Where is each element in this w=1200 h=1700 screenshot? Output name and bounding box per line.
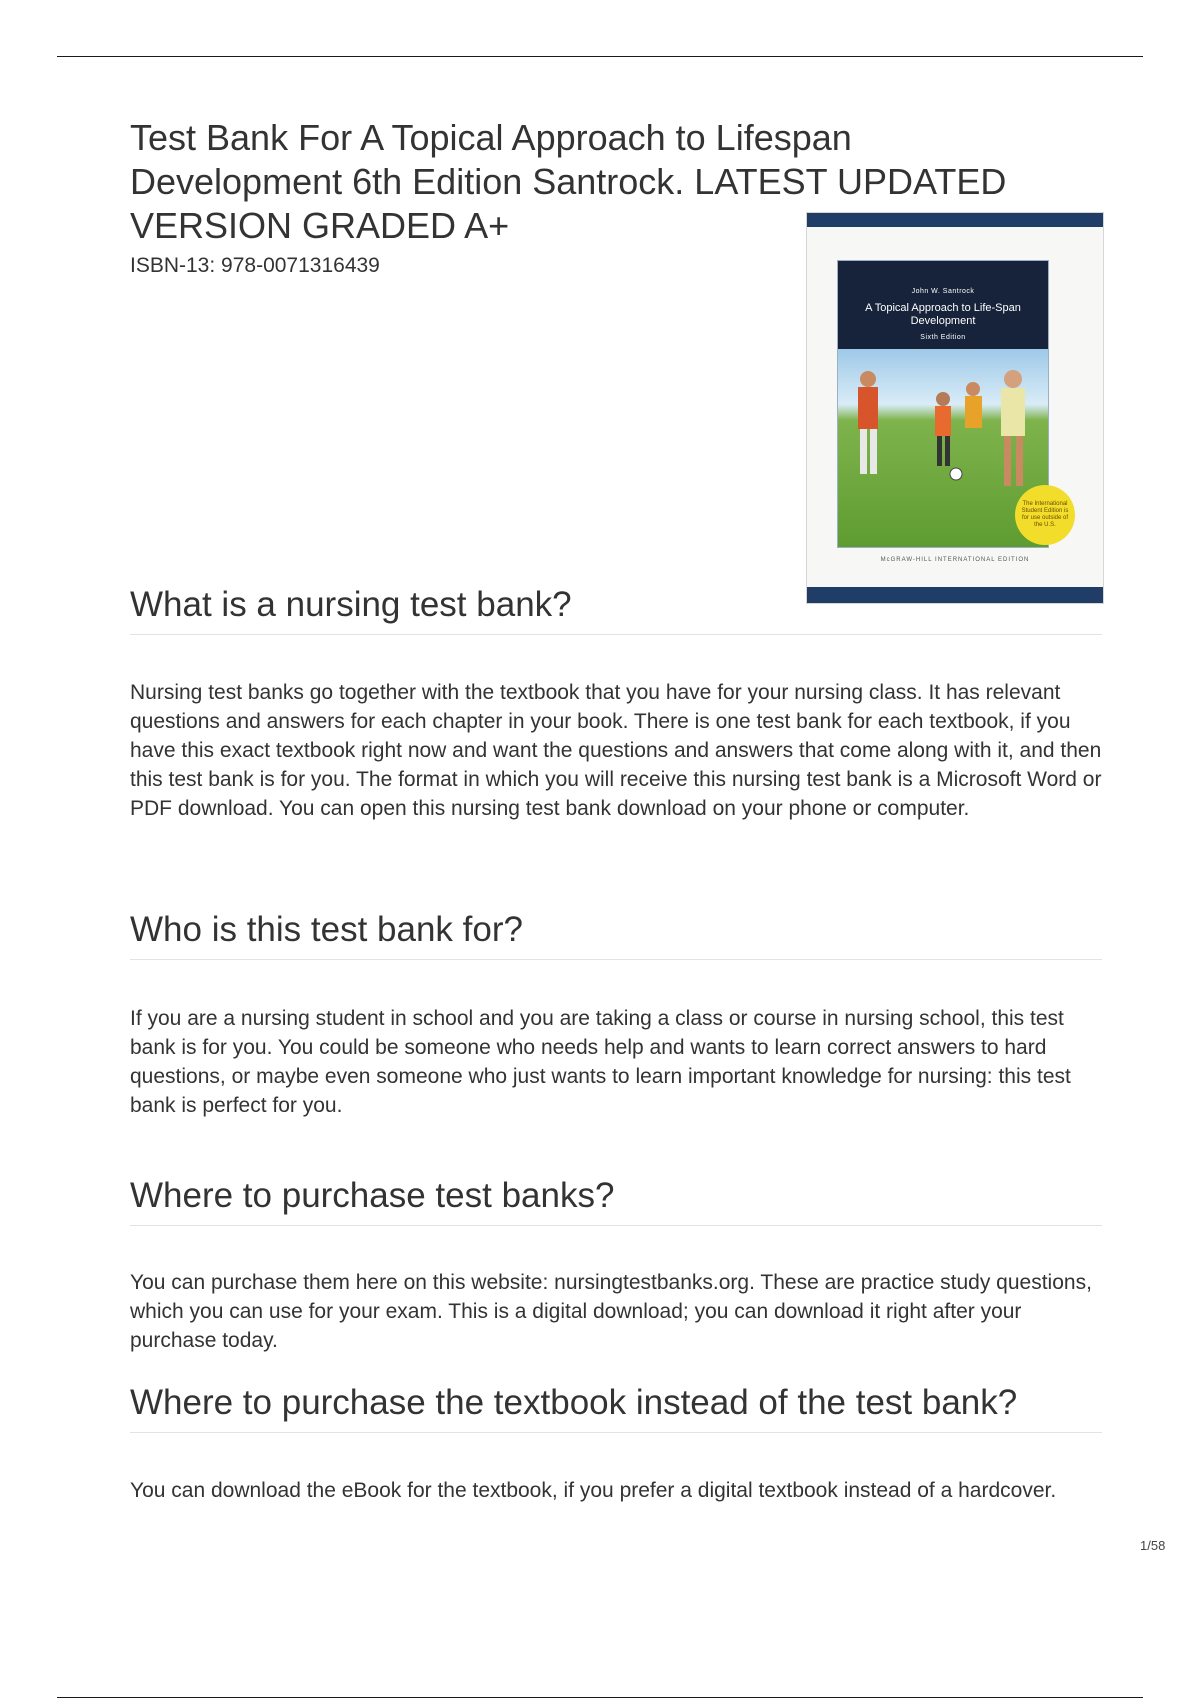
player-figures: [858, 370, 1025, 486]
section-body-what-is: Nursing test banks go together with the textbook that you have for your nursing class. It has relevant questions and answers for each chapter in your book. There is one test bank for each textbook, if you have this exact textbook right now and want the questions and answers that come along with it, and then this test bank is for you. The format in which you will receive this nursing test bank is a Microsoft Word or PDF download. You can open this nursing test bank download on your phone or computer.: [130, 681, 1102, 820]
section-body-textbook-instead: You can download the eBook for the textbook, if you prefer a digital textbook instead of a hardcover.: [130, 1479, 1057, 1502]
cover-title: A Topical Approach to Life-Span Development: [865, 302, 1021, 327]
cover-top-band: [807, 213, 1103, 227]
document-title: Test Bank For A Topical Approach to Lifespan Development 6th Edition Santrock. LATEST UPDATED VERSION GRADED A+: [130, 117, 1007, 246]
cover-edition: Sixth Edition: [920, 334, 966, 341]
section-heading-what-is: What is a nursing test bank?: [130, 584, 1102, 635]
section-heading-where-purchase: Where to purchase test banks?: [130, 1175, 1102, 1226]
section-heading-who-for: Who is this test bank for?: [130, 909, 1102, 960]
section-body-where-purchase: You can purchase them here on this website: nursingtestbanks.org. These are practice study questions, which you can use for your exam. This is a digital download; you can download it right after your purchase today.: [130, 1271, 1092, 1352]
section-heading-textbook-instead: Where to purchase the textbook instead of the test bank?: [130, 1382, 1102, 1433]
page-number: 1/58: [1140, 1538, 1166, 1553]
cover-header: [838, 261, 1048, 349]
section-body-who-for: If you are a nursing student in school and you are taking a class or course in nursing school, this test bank is for you. You could be someone who needs help and wants to learn correct answers to hard questions, or maybe even someone who just wants to learn important knowledge for nursing: this test bank is perfect for you.: [130, 1007, 1071, 1117]
cover-badge: The International Student Edition is for use outside of the U.S.: [1015, 485, 1075, 545]
bottom-rule: [57, 1697, 1143, 1698]
cover-publisher: McGRAW-HILL INTERNATIONAL EDITION: [880, 557, 1030, 563]
isbn: ISBN-13: 978-0071316439: [130, 254, 380, 277]
book-cover-image: [806, 212, 1104, 604]
top-rule: [57, 56, 1143, 57]
cover-author: John W. Santrock: [911, 288, 975, 295]
